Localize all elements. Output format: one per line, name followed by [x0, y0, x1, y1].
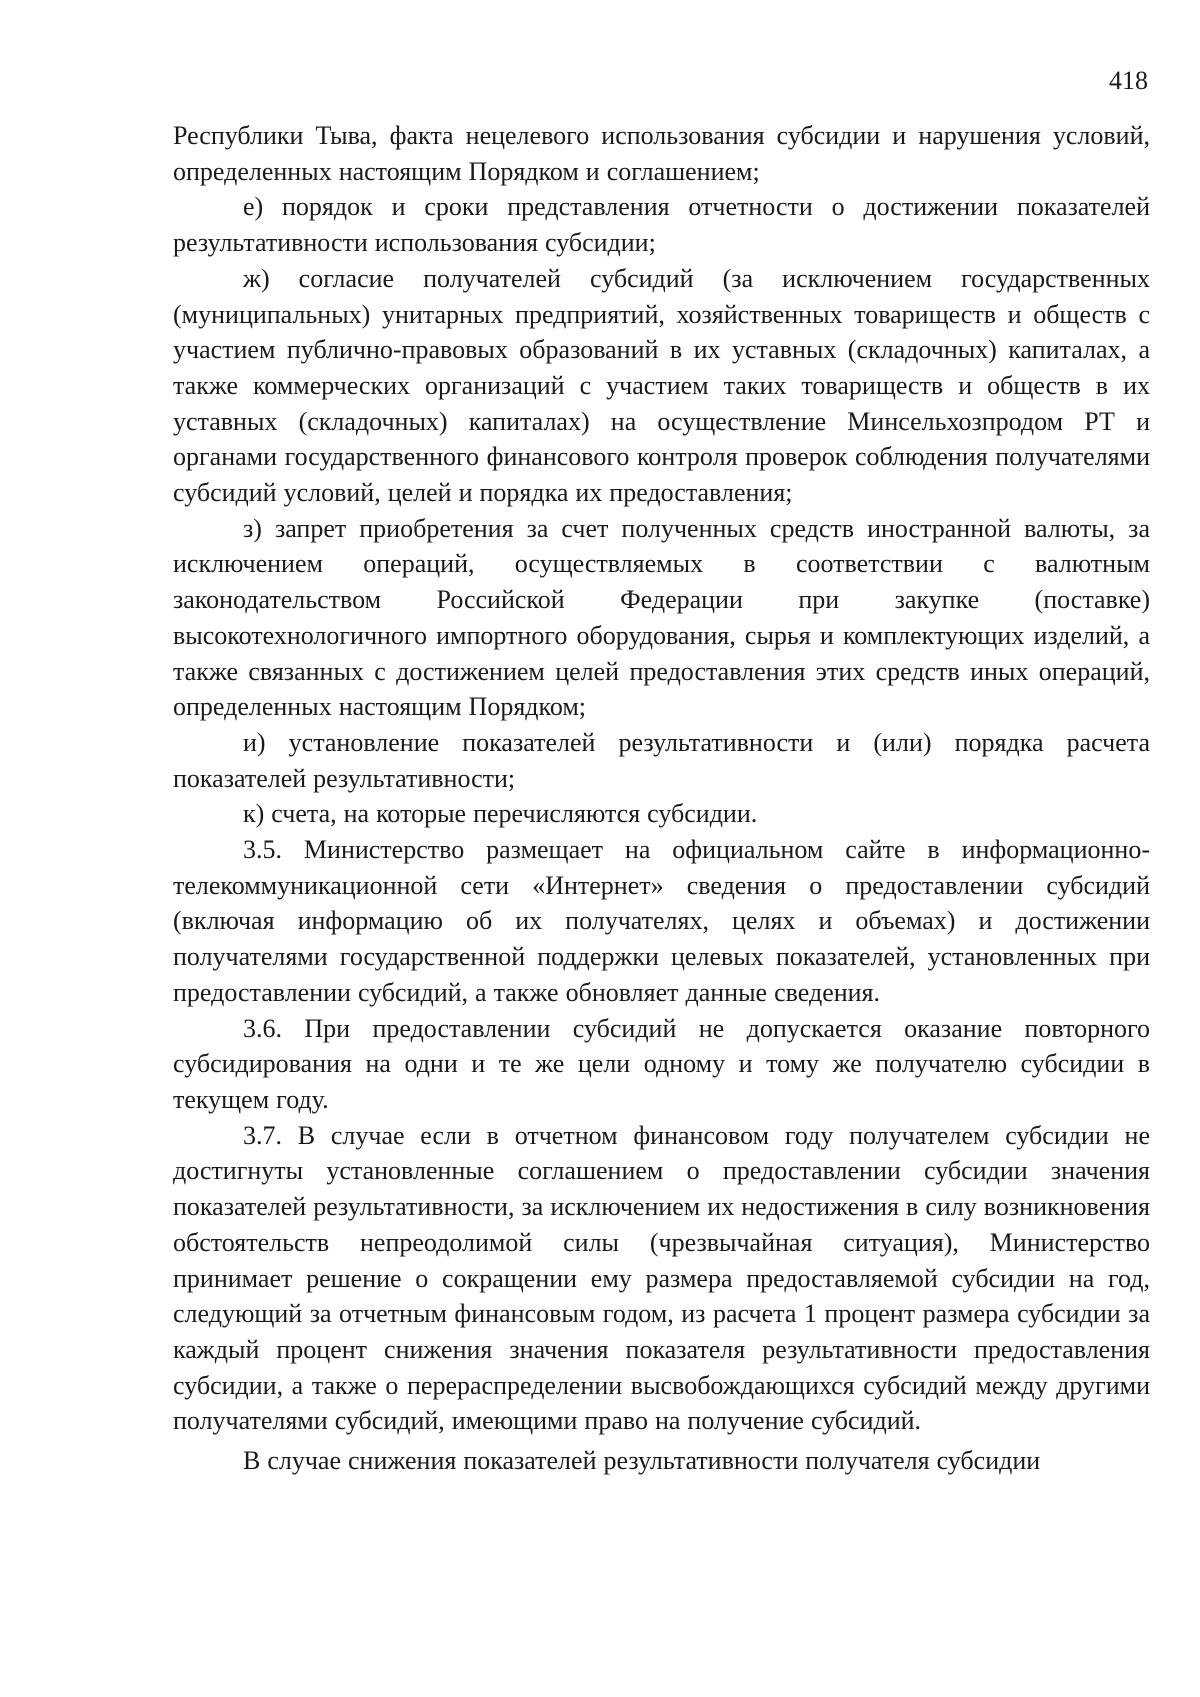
- paragraph-continuation: Республики Тыва, факта нецелевого использования субсидии и нарушения условий, определенных настоящим Порядком и соглашением;: [173, 121, 1150, 186]
- paragraph-item-i: и) установление показателей результативности и (или) порядка расчета показателей результативности;: [173, 727, 1150, 793]
- paragraph-3-5: 3.5. Министерство размещает на официальном сайте в информационно-телекоммуникационной сети «Интернет» сведения о предоставлении субсидий (включая информацию об их получателях, целях и объемах) и достижении получателями государственной поддержки целевых показателей, установленных при предоставлении субсидий, а также обновляет данные сведения.: [173, 835, 1150, 1007]
- document-body: [173, 118, 1150, 1479]
- paragraph-3-6: 3.6. При предоставлении субсидий не допускается оказание повторного субсидирования на одни и те же цели одному и тому же получателю субсидии в текущем году.: [173, 1013, 1150, 1114]
- paragraph-reduction-case: В случае снижения показателей результативности получателя субсидии: [243, 1446, 1041, 1476]
- paragraph-3-7: 3.7. В случае если в отчетном финансовом году получателем субсидии не достигнуты установленные соглашением о предоставлении субсидии значения показателей результативности, за исключением их недостижения в силу возникновения обстоятельств непреодолимой силы (чрезвычайная ситуация), Министерство принимает решение о сокращении ему размера предоставляемой субсидии на год, следующий за отчетным финансовым годом, из расчета 1 процент размера субсидии за каждый процент снижения значения показателя результативности предоставления субсидии, а также о перераспределении высвобождающихся субсидий между другими получателями субсидий, имеющими право на получение субсидий.: [173, 1120, 1150, 1436]
- page-number: 418: [1109, 66, 1148, 95]
- paragraph-item-k: к) счета, на которые перечисляются субсидии.: [243, 799, 758, 829]
- paragraph-item-zh: ж) согласие получателей субсидий (за исключением государственных (муниципальных) унитарных предприятий, хозяйственных товариществ и обществ с участием публично-правовых образований в их уставных (складочных) капиталах, а также коммерческих организаций с участием таких товариществ и обществ в их уставных (складочных) капиталах) на осуществление Минсельхозпродом РТ и органами государственного финансового контроля проверок соблюдения получателями субсидий условий, целей и порядка их предоставления;: [173, 263, 1150, 508]
- paragraph-item-z: з) запрет приобретения за счет полученных средств иностранной валюты, за исключением операций, осуществляемых в соответствии с валютным законодательством Российской Федерации при закупке (поставке) высокотехнологичного импортного оборудования, сырья и комплектующих изделий, а также связанных с достижением целей предоставления этих средств иных операций, определенных настоящим Порядком;: [173, 513, 1150, 722]
- paragraph-item-e: е) порядок и сроки представления отчетности о достижении показателей результативности использования субсидии;: [173, 192, 1150, 258]
